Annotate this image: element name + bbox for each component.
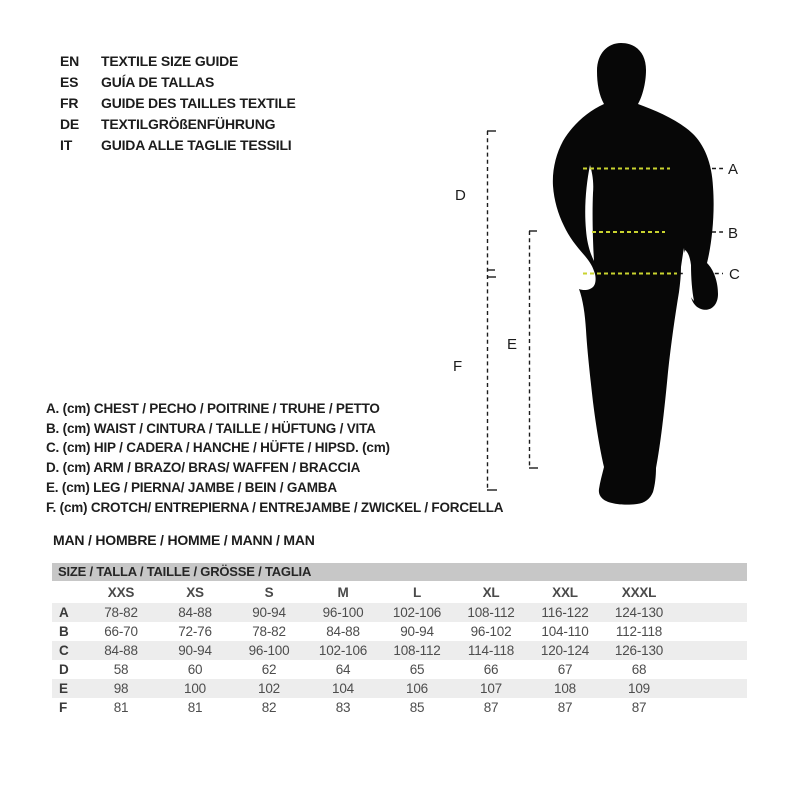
cell: 96-100 [248,643,290,658]
cell: 67 [557,662,573,677]
cell: 65 [409,662,425,677]
cell: 112-118 [615,624,663,639]
cell: 81 [113,700,129,715]
size-col-s: S [264,584,274,600]
table-row-c [52,641,747,660]
cell: 84-88 [178,605,212,620]
cell: 96-102 [470,624,512,639]
cell: 98 [113,681,129,696]
label-arm-d: D [455,187,466,204]
size-table [52,563,747,717]
size-col-xl: XL [482,584,500,600]
cell: 102-106 [392,605,442,620]
cell: 116-122 [541,605,589,620]
size-header-empty [52,581,84,603]
row-label: E [59,681,68,696]
cell: 102-106 [318,643,368,658]
cell: 78-82 [104,605,138,620]
cell: 124-130 [614,605,664,620]
cell: 102 [258,681,280,696]
measurement-legend [46,399,503,517]
language-code: DE [60,116,80,132]
cell: 84-88 [104,643,138,658]
language-code: IT [60,137,73,153]
language-code: FR [60,95,79,111]
guide-title: GUIDE DES TAILLES TEXTILE [101,95,296,111]
cell-filler [676,622,747,641]
size-col-xxs: XXS [107,584,135,600]
size-grid [52,581,747,717]
cell: 66 [483,662,499,677]
cell: 104 [332,681,354,696]
language-code: ES [60,74,79,90]
size-header-filler [676,581,747,603]
cell-filler [676,660,747,679]
category-man-label: MAN / HOMBRE / HOMME / MANN / MAN [53,532,315,548]
row-label: F [59,700,68,715]
language-row [60,72,296,93]
cell: 87 [483,700,499,715]
table-row-a [52,603,747,622]
legend-item-leg: E. (cm) LEG / PIERNA/ JAMBE / BEIN / GAMBA [46,479,337,495]
table-row-f [52,698,747,717]
label-crotch-f: F [453,358,463,375]
cell: 107 [480,681,502,696]
size-col-l: L [412,584,422,600]
cell: 66-70 [104,624,138,639]
language-title-list [60,51,296,156]
size-col-xxl: XXL [552,584,578,600]
cell: 114-118 [467,643,515,658]
cell: 106 [406,681,428,696]
cell: 87 [557,700,573,715]
cell: 72-76 [178,624,212,639]
size-col-m: M [337,584,349,600]
guide-title: TEXTILE SIZE GUIDE [101,53,239,69]
cell: 126-130 [614,643,664,658]
cell: 109 [628,681,650,696]
cell: 78-82 [252,624,286,639]
cell: 104-110 [541,624,589,639]
size-header-row [52,581,747,603]
table-row-b [52,622,747,641]
cell: 87 [631,700,647,715]
cell-filler [676,641,747,660]
cell: 90-94 [178,643,212,658]
label-chest-a: A [728,161,739,178]
legend-item-arm: D. (cm) ARM / BRAZO/ BRAS/ WAFFEN / BRACCIA [46,460,361,476]
cell: 90-94 [252,605,286,620]
cell: 64 [335,662,351,677]
cell: 82 [261,700,277,715]
cell: 81 [187,700,203,715]
cell: 108 [554,681,576,696]
table-row-e [52,679,747,698]
cell-filler [676,679,747,698]
language-code: EN [60,53,80,69]
cell: 108-112 [393,643,441,658]
language-row [60,93,296,114]
guide-title: GUIDA ALLE TAGLIE TESSILI [101,137,292,153]
row-label: C [59,643,69,658]
size-col-xs: XS [186,584,204,600]
cell-filler [676,698,747,717]
language-row [60,114,296,135]
label-hip-c: C [729,266,740,283]
size-col-xxxl: XXXL [621,584,657,600]
cell: 90-94 [400,624,434,639]
cell: 85 [409,700,425,715]
cell: 62 [261,662,277,677]
cell: 58 [113,662,129,677]
label-waist-b: B [728,225,739,242]
cell-filler [676,603,747,622]
row-label: D [59,662,69,677]
row-label: A [59,605,69,620]
cell: 96-100 [322,605,364,620]
legend-item-hip: C. (cm) HIP / CADERA / HANCHE / HÜFTE / HIPSD. (cm) [46,440,390,456]
legend-item-chest: A. (cm) CHEST / PECHO / POITRINE / TRUHE / PETTO [46,401,380,416]
cell: 83 [335,700,351,715]
cell: 120-124 [540,643,590,658]
cell: 68 [631,662,647,677]
cell: 60 [187,662,203,677]
table-row-d [52,660,747,679]
size-table-title: SIZE / TALLA / TAILLE / GRÖSSE / TAGLIA [52,563,747,581]
cell: 108-112 [467,605,515,620]
legend-item-waist: B. (cm) WAIST / CINTURA / TAILLE / HÜFTUNG / VITA [46,420,376,436]
legend-item-crotch: F. (cm) CROTCH/ ENTREPIERNA / ENTREJAMBE / ZWICKEL / FORCELLA [46,499,504,515]
label-leg-e: E [507,336,518,353]
language-row [60,51,296,72]
row-label: B [59,624,69,639]
guide-title: GUÍA DE TALLAS [101,74,215,90]
guide-title: TEXTILGRÖßENFÜHRUNG [101,116,276,132]
cell: 100 [184,681,206,696]
cell: 84-88 [326,624,360,639]
language-row [60,135,296,156]
